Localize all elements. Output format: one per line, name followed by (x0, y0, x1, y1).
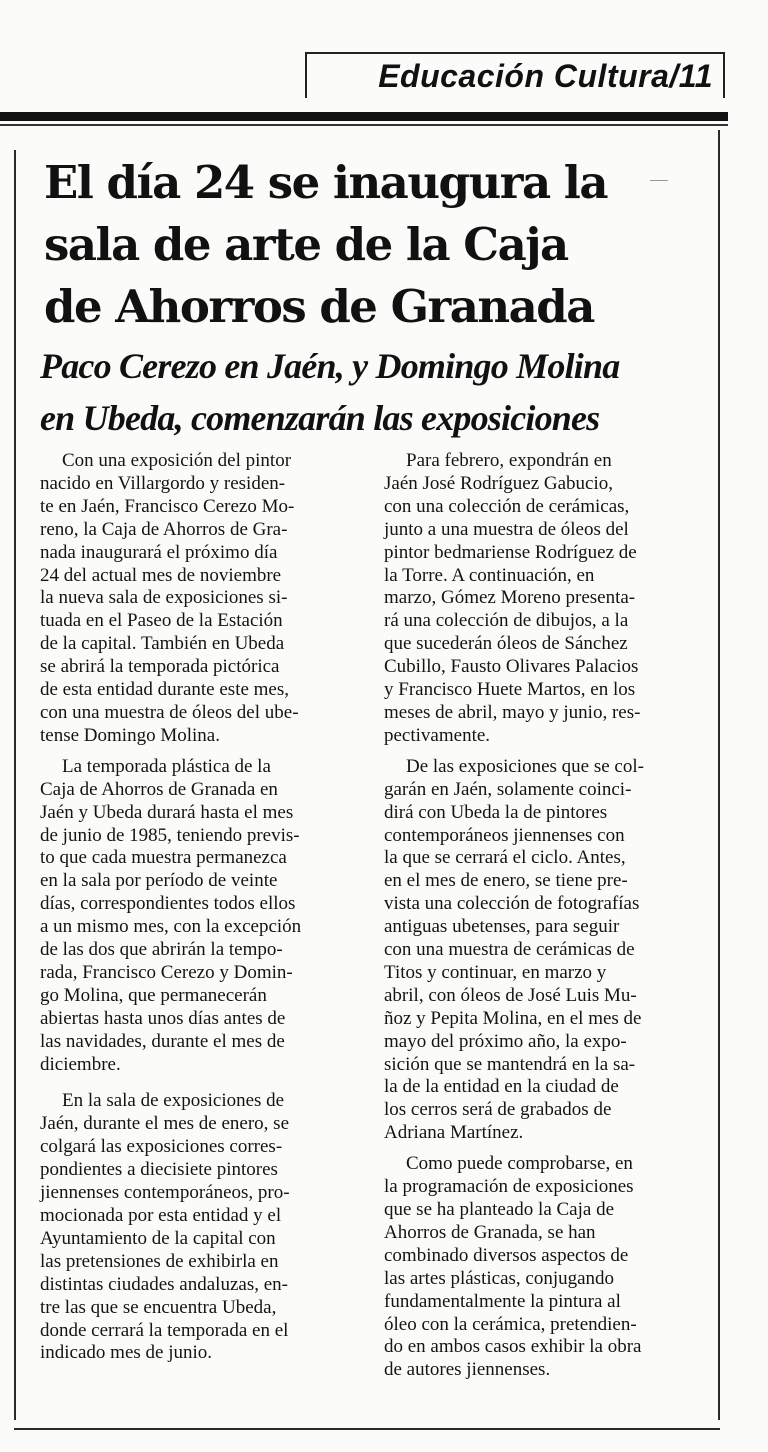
text-line: reno, la Caja de Ahorros de Gra- (40, 518, 288, 540)
paragraph (384, 756, 708, 1145)
text-line: tense Domingo Molina. (40, 724, 220, 746)
text-line: tre las que se encuentra Ubeda, (40, 1296, 277, 1318)
text-line: dirá con Ubeda la de pintores (384, 801, 608, 823)
header-rule-thick (0, 112, 728, 121)
headline-line: de Ahorros de Granada (44, 280, 594, 333)
text-line: Adriana Martínez. (384, 1122, 524, 1144)
text-line: mayo del próximo año, la expo- (384, 1030, 627, 1052)
text-line: que se ha planteado la Caja de (384, 1199, 615, 1220)
text-line: nada inaugurará el próximo día (40, 541, 278, 563)
paragraph-gap (384, 1145, 708, 1153)
article-column-left (40, 450, 358, 1365)
headline-line: sala de arte de la Caja (44, 218, 568, 271)
text-line: Con una exposición del pintor (62, 450, 292, 471)
text-line: meses de abril, mayo y junio, res- (384, 701, 641, 723)
text-line: de esta entidad durante este mes, (40, 679, 290, 701)
text-line: garán en Jaén, solamente coinci- (384, 778, 632, 800)
text-line: nacido en Villargordo y residen- (40, 472, 286, 494)
headline-line: El día 24 se inaugura la (44, 156, 608, 209)
text-line: marzo, Gómez Moreno presenta- (384, 587, 636, 609)
text-line: Jaén José Rodríguez Gabucio, (384, 472, 613, 494)
text-line: pondientes a diecisiete pintores (40, 1159, 278, 1181)
paragraph (384, 1153, 708, 1382)
text-line: contemporáneos jiennenses con (384, 824, 625, 846)
text-line: combinado diversos aspectos de (384, 1244, 629, 1266)
text-line: con una muestra de cerámicas de (384, 939, 635, 961)
text-line: que sucederán óleos de Sánchez (384, 633, 628, 655)
text-line: de las dos que abrirán la tempo- (40, 939, 283, 961)
text-line: las pretensiones de exhibirla en (40, 1250, 279, 1272)
paragraph (384, 450, 708, 748)
text-line: te en Jaén, Francisco Cerezo Mo- (40, 495, 295, 517)
text-line: antiguas ubetenses, para seguir (384, 916, 620, 938)
text-line: Ahorros de Granada, se han (384, 1221, 596, 1243)
paragraph-gap (40, 748, 358, 756)
text-line: colgará las exposiciones corres- (40, 1136, 283, 1158)
article-subhead (40, 340, 710, 444)
text-line: óleo con la cerámica, pretendien- (384, 1313, 637, 1335)
text-line: junto a una muestra de óleos del (384, 518, 629, 540)
text-line: La temporada plástica de la (62, 755, 271, 777)
text-line: vista una colección de fotografías (384, 893, 640, 915)
text-line: do en ambos casos exhibir la obra (384, 1336, 642, 1358)
article-headline (44, 152, 704, 338)
text-line: las artes plásticas, conjugando (384, 1267, 615, 1289)
text-line: De las exposiciones que se col- (406, 755, 644, 777)
text-line: mocionada por esta entidad y el (40, 1205, 282, 1226)
paragraph (40, 450, 358, 748)
subhead-line: en Ubeda, comenzarán las exposiciones (40, 398, 600, 438)
text-line: fundamentalmente la pintura al (384, 1290, 621, 1312)
text-line: ñoz y Pepita Molina, en el mes de (384, 1007, 642, 1029)
text-line: tuada en el Paseo de la Estación (40, 610, 283, 632)
text-line: se abrirá la temporada pictórica (40, 656, 280, 678)
text-line: sición que se mantendrá en la sa- (384, 1053, 636, 1075)
text-line: jiennenses contemporáneos, pro- (40, 1182, 290, 1204)
text-line: la que se cerrará el ciclo. Antes, (384, 847, 626, 869)
text-line: 24 del actual mes de noviembre (40, 564, 282, 586)
text-line: rá una colección de dibujos, a la (384, 610, 629, 632)
text-line: donde cerrará la temporada en el (40, 1319, 289, 1341)
text-line: Titos y continuar, en marzo y (384, 961, 607, 983)
text-line: Para febrero, expondrán en (406, 450, 612, 471)
text-line: con una muestra de óleos del ube- (40, 701, 299, 723)
text-line: go Molina, que permanecerán (40, 984, 267, 1006)
text-line: abril, con óleos de José Luis Mu- (384, 984, 637, 1006)
text-line: en el mes de enero, se tiene pre- (384, 870, 628, 892)
text-line: to que cada muestra permanezca (40, 847, 287, 869)
subhead-line: Paco Cerezo en Jaén, y Domingo Molina (40, 346, 620, 386)
frame-left-border (14, 150, 16, 1420)
text-line: pectivamente. (384, 724, 491, 746)
text-line: diciembre. (40, 1053, 121, 1075)
paragraph-gap (384, 748, 708, 756)
text-line: los cerros será de grabados de (384, 1099, 612, 1121)
text-line: Jaén y Ubeda durará hasta el mes (40, 801, 294, 823)
text-line: Como puede comprobarse, en (406, 1153, 633, 1175)
text-line: distintas ciudades andaluzas, en- (40, 1273, 288, 1295)
text-line: indicado mes de junio. (40, 1342, 213, 1364)
section-title: Educación Cultura/11 (378, 58, 713, 94)
text-line: en la sala por período de veinte (40, 870, 278, 892)
text-line: de la capital. También en Ubeda (40, 633, 285, 655)
text-line: En la sala de exposiciones de (62, 1090, 285, 1112)
text-line: de junio de 1985, teniendo previs- (40, 824, 300, 846)
text-line: la de la entidad en la ciudad de (384, 1076, 619, 1098)
text-line: de autores jiennenses. (384, 1359, 551, 1381)
text-line: la programación de exposiciones (384, 1176, 634, 1198)
frame-right-border (718, 130, 720, 1420)
paragraph-gap (40, 1076, 358, 1090)
section-header-box (305, 52, 725, 98)
text-line: pintor bedmariense Rodríguez de (384, 541, 637, 563)
text-line: Caja de Ahorros de Granada en (40, 778, 278, 800)
article-column-right (384, 450, 708, 1382)
text-line: y Francisco Huete Martos, en los (384, 679, 636, 701)
text-line: rada, Francisco Cerezo y Domin- (40, 961, 293, 983)
header-rule-thin (0, 124, 728, 126)
text-line: Cubillo, Fausto Olivares Palacios (384, 656, 639, 678)
text-line: Ayuntamiento de la capital con (40, 1227, 276, 1249)
text-line: con una colección de cerámicas, (384, 495, 630, 517)
text-line: Jaén, durante el mes de enero, se (40, 1113, 290, 1135)
text-line: días, correspondientes todos ellos (40, 893, 296, 915)
text-line: la nueva sala de exposiciones si- (40, 587, 288, 609)
text-line: la Torre. A continuación, en (384, 564, 595, 586)
paragraph (40, 756, 358, 1077)
frame-bottom-border (14, 1428, 720, 1430)
text-line: las navidades, durante el mes de (40, 1030, 285, 1052)
text-line: abiertas hasta unos días antes de (40, 1007, 286, 1029)
text-line: a un mismo mes, con la excepción (40, 916, 302, 938)
paragraph (40, 1090, 358, 1365)
